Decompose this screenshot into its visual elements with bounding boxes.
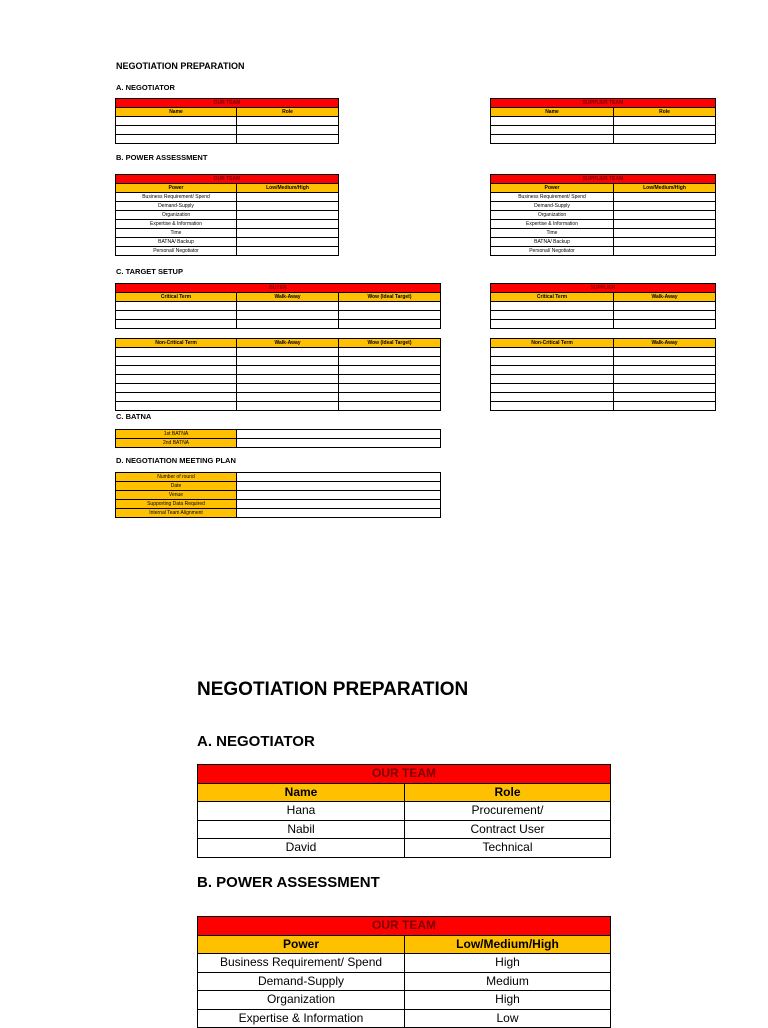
column-header: Power <box>116 184 237 193</box>
table-cell[interactable] <box>237 366 339 375</box>
table-cell[interactable] <box>614 348 716 357</box>
power-label: Personal/ Negotiator <box>491 247 614 256</box>
table-cell[interactable] <box>491 320 614 329</box>
power-label: Time <box>116 229 237 238</box>
table-cell[interactable] <box>237 229 339 238</box>
column-header: Role <box>405 783 611 802</box>
table-cell[interactable] <box>116 126 237 135</box>
page2-section-negotiator: A. NEGOTIATOR <box>197 733 315 750</box>
table-cell[interactable] <box>491 357 614 366</box>
table-cell[interactable] <box>237 202 339 211</box>
table-cell[interactable] <box>237 117 339 126</box>
table-cell[interactable] <box>237 402 339 411</box>
power-label: BATNA/ Backup <box>491 238 614 247</box>
column-header: Name <box>198 783 405 802</box>
table-cell[interactable] <box>614 402 716 411</box>
table-cell[interactable] <box>614 238 716 247</box>
column-header: Critical Term <box>491 293 614 302</box>
level-cell[interactable]: Medium <box>405 972 611 991</box>
page2-our-team-negotiator-table <box>197 764 611 858</box>
table-cell[interactable] <box>339 402 441 411</box>
table-cell[interactable] <box>614 366 716 375</box>
table-cell[interactable] <box>237 135 339 144</box>
table-cell[interactable] <box>237 393 339 402</box>
column-header: Low/Medium/High <box>237 184 339 193</box>
section-heading-power: B. POWER ASSESSMENT <box>116 153 208 162</box>
power-label: BATNA/ Backup <box>116 238 237 247</box>
table-cell[interactable] <box>116 135 237 144</box>
table-cell[interactable] <box>237 375 339 384</box>
table-cell[interactable] <box>339 302 441 311</box>
table-cell[interactable] <box>339 375 441 384</box>
role-cell[interactable]: Technical <box>405 839 611 858</box>
our-team-power-table <box>115 174 339 256</box>
table-cell[interactable] <box>237 439 441 448</box>
table-row <box>198 991 611 1010</box>
section-heading-batna: C. BATNA <box>116 412 152 421</box>
table-cell[interactable] <box>237 126 339 135</box>
table-cell[interactable] <box>491 302 614 311</box>
supplier-critical-table <box>490 283 716 329</box>
table-cell[interactable] <box>339 320 441 329</box>
name-cell[interactable]: David <box>198 839 405 858</box>
power-label: Expertise & Information <box>491 220 614 229</box>
our-team-negotiator-table <box>115 98 339 144</box>
table-cell[interactable] <box>116 302 237 311</box>
table-cell[interactable] <box>614 202 716 211</box>
table-cell[interactable] <box>237 384 339 393</box>
table-cell[interactable] <box>237 220 339 229</box>
meeting-label: Venue <box>116 491 237 500</box>
column-header: Non-Critical Term <box>491 339 614 348</box>
table-header: BUYER <box>116 284 441 293</box>
column-header: Role <box>237 108 339 117</box>
table-header: SUPPLIER TEAM <box>491 99 716 108</box>
page-title: NEGOTIATION PREPARATION <box>116 61 245 71</box>
table-header: OUR TEAM <box>116 175 339 184</box>
table-cell[interactable] <box>116 375 237 384</box>
section-heading-meeting: D. NEGOTIATION MEETING PLAN <box>116 456 236 465</box>
table-row <box>198 839 611 858</box>
level-cell[interactable]: Low <box>405 1009 611 1028</box>
table-cell[interactable] <box>237 509 441 518</box>
power-label: Organization <box>116 211 237 220</box>
table-cell[interactable] <box>237 193 339 202</box>
column-header: Name <box>491 108 614 117</box>
table-cell[interactable] <box>491 311 614 320</box>
meeting-label: Date <box>116 482 237 491</box>
table-cell[interactable] <box>237 473 441 482</box>
table-header: SUPPLIER TEAM <box>491 175 716 184</box>
column-header: Walk-Away <box>614 293 716 302</box>
power-label: Business Requirement/ Spend <box>491 193 614 202</box>
table-row <box>198 954 611 973</box>
table-row <box>198 820 611 839</box>
meeting-label: Supporting Data Required <box>116 500 237 509</box>
table-cell[interactable] <box>614 302 716 311</box>
batna-label: 2nd BATNA <box>116 439 237 448</box>
name-cell[interactable]: Nabil <box>198 820 405 839</box>
table-cell[interactable] <box>237 430 441 439</box>
table-cell[interactable] <box>339 384 441 393</box>
table-cell[interactable] <box>116 384 237 393</box>
table-cell[interactable] <box>614 135 716 144</box>
column-header: Wow (Ideal Target) <box>339 293 441 302</box>
table-header: OUR TEAM <box>198 765 611 784</box>
column-header: Role <box>614 108 716 117</box>
column-header: Power <box>491 184 614 193</box>
table-cell[interactable] <box>491 393 614 402</box>
table-cell[interactable] <box>339 393 441 402</box>
column-header: Power <box>198 935 405 954</box>
table-cell[interactable] <box>614 384 716 393</box>
column-header: Name <box>116 108 237 117</box>
table-cell[interactable] <box>116 402 237 411</box>
column-header: Non-Critical Term <box>116 339 237 348</box>
table-cell[interactable] <box>614 320 716 329</box>
column-header: Walk-Away <box>614 339 716 348</box>
supplier-team-power-table <box>490 174 716 256</box>
table-cell[interactable] <box>116 393 237 402</box>
section-heading-target: C. TARGET SETUP <box>116 267 183 276</box>
power-label: Personal/ Negotiator <box>116 247 237 256</box>
table-cell[interactable] <box>614 193 716 202</box>
table-cell[interactable] <box>491 402 614 411</box>
table-header: OUR TEAM <box>116 99 339 108</box>
table-header: SUPPLIER <box>491 284 716 293</box>
table-cell[interactable] <box>339 366 441 375</box>
column-header: Wow (Ideal Target) <box>339 339 441 348</box>
table-row <box>198 972 611 991</box>
table-cell[interactable] <box>614 220 716 229</box>
level-cell[interactable]: High <box>405 954 611 973</box>
table-cell[interactable] <box>237 311 339 320</box>
table-cell[interactable] <box>237 320 339 329</box>
table-cell[interactable] <box>237 348 339 357</box>
power-cell: Expertise & Information <box>198 1009 405 1028</box>
table-row <box>198 1009 611 1028</box>
table-cell[interactable] <box>614 375 716 384</box>
batna-label: 1st BATNA <box>116 430 237 439</box>
table-cell[interactable] <box>237 247 339 256</box>
page2-title: NEGOTIATION PREPARATION <box>197 679 469 700</box>
section-heading-negotiator: A. NEGOTIATOR <box>116 83 175 92</box>
table-cell[interactable] <box>237 491 441 500</box>
table-cell[interactable] <box>614 247 716 256</box>
power-label: Time <box>491 229 614 238</box>
table-cell[interactable] <box>491 384 614 393</box>
table-header: OUR TEAM <box>198 917 611 936</box>
power-cell: Organization <box>198 991 405 1010</box>
table-cell[interactable] <box>237 500 441 509</box>
table-cell[interactable] <box>491 126 614 135</box>
role-cell[interactable]: Contract User <box>405 820 611 839</box>
table-cell[interactable] <box>116 357 237 366</box>
table-cell[interactable] <box>614 126 716 135</box>
table-cell[interactable] <box>614 211 716 220</box>
column-header: Walk-Away <box>237 293 339 302</box>
meeting-label: Internal Team Alignment <box>116 509 237 518</box>
table-cell[interactable] <box>116 117 237 126</box>
power-cell: Business Requirement/ Spend <box>198 954 405 973</box>
table-cell[interactable] <box>116 348 237 357</box>
power-label: Business Requirement/ Spend <box>116 193 237 202</box>
table-cell[interactable] <box>237 302 339 311</box>
buyer-critical-table <box>115 283 441 329</box>
table-cell[interactable] <box>614 311 716 320</box>
table-cell[interactable] <box>491 135 614 144</box>
table-cell[interactable] <box>237 357 339 366</box>
meeting-plan-table <box>115 472 441 518</box>
table-cell[interactable] <box>614 393 716 402</box>
column-header: Walk-Away <box>237 339 339 348</box>
table-cell[interactable] <box>339 357 441 366</box>
table-cell[interactable] <box>614 357 716 366</box>
table-cell[interactable] <box>614 229 716 238</box>
table-cell[interactable] <box>116 320 237 329</box>
table-cell[interactable] <box>237 211 339 220</box>
table-cell[interactable] <box>339 311 441 320</box>
role-cell[interactable]: Procurement/ <box>405 802 611 821</box>
buyer-noncritical-table <box>115 338 441 411</box>
column-header: Low/Medium/High <box>614 184 716 193</box>
level-cell[interactable]: High <box>405 991 611 1010</box>
table-cell[interactable] <box>116 366 237 375</box>
batna-table <box>115 429 441 448</box>
table-cell[interactable] <box>491 348 614 357</box>
column-header: Critical Term <box>116 293 237 302</box>
supplier-team-negotiator-table <box>490 98 716 144</box>
page2-our-team-power-table <box>197 916 611 1028</box>
power-cell: Demand-Supply <box>198 972 405 991</box>
table-cell[interactable] <box>614 117 716 126</box>
table-cell[interactable] <box>491 375 614 384</box>
table-cell[interactable] <box>237 482 441 491</box>
table-cell[interactable] <box>491 366 614 375</box>
power-label: Demand-Supply <box>491 202 614 211</box>
power-label: Expertise & Information <box>116 220 237 229</box>
table-row <box>198 802 611 821</box>
table-cell[interactable] <box>116 311 237 320</box>
supplier-noncritical-table <box>490 338 716 411</box>
power-label: Organization <box>491 211 614 220</box>
table-cell[interactable] <box>339 348 441 357</box>
table-cell[interactable] <box>237 238 339 247</box>
column-header: Low/Medium/High <box>405 935 611 954</box>
power-label: Demand-Supply <box>116 202 237 211</box>
page2-section-power: B. POWER ASSESSMENT <box>197 874 380 891</box>
meeting-label: Number of round <box>116 473 237 482</box>
name-cell[interactable]: Hana <box>198 802 405 821</box>
table-cell[interactable] <box>491 117 614 126</box>
